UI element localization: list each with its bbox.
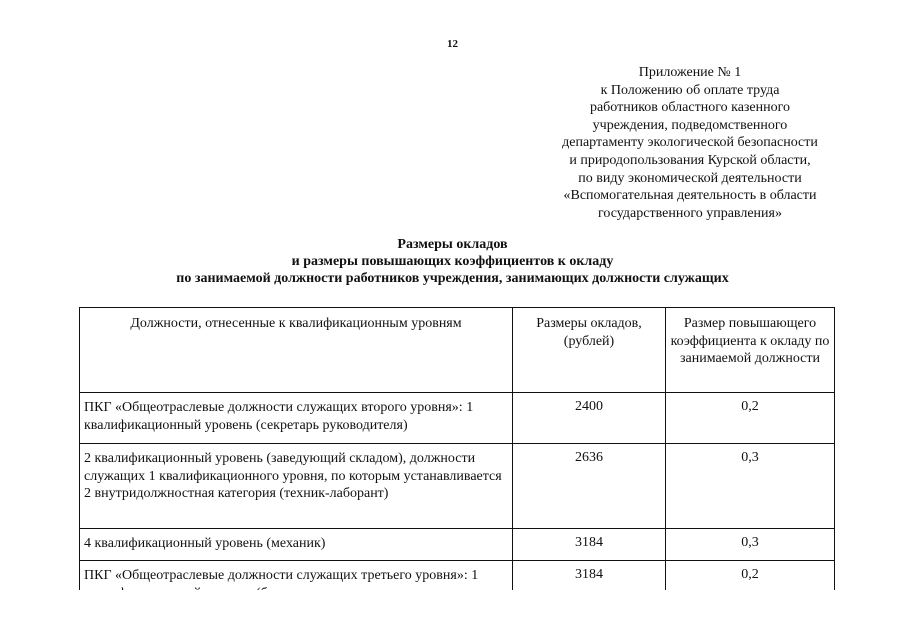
title-line: по занимаемой должности работников учреждения, занимающих должности служащих [176,271,729,286]
appendix-line: государственного управления» [598,205,782,221]
document-title [0,236,905,287]
title-line: и размеры повышающих коэффициентов к окладу [291,254,614,269]
page-number: 12 [447,38,458,50]
appendix-line: по виду экономической деятельности [578,170,802,186]
appendix-line: учреждения, подведомственного [592,117,788,133]
appendix-line: работников областного казенного [589,100,791,116]
table-row [80,529,835,561]
salary-cell: 2636 [513,444,666,529]
table-row [80,444,835,529]
appendix-line: «Вспомогательная деятельность в области [563,188,817,204]
position-cell: 4 квалификационный уровень (механик) [80,529,513,561]
salary-table [79,307,835,614]
salary-cell: 3184 [513,561,666,614]
header-coefficient: Размер повышающего коэффициента к окладу по занимаемой должности [666,308,835,393]
position-cell: 2 квалификационный уровень (заведующий складом), должности служащих 1 квалификационного уровня, по которым устанавливается 2 внутридолжностная категория (техник-лаборант) [80,444,513,529]
table-header-row [80,308,835,393]
header-salary: Размеры окладов, (рублей) [513,308,666,393]
coefficient-cell: 0,3 [666,444,835,529]
position-cell: ПКГ «Общеотраслевые должности служащих второго уровня»: 1 квалификационный уровень (секретарь руководителя) [80,393,513,444]
salary-cell: 2400 [513,393,666,444]
coefficient-cell: 0,2 [666,561,835,614]
appendix-line: Приложение № 1 [638,65,742,80]
appendix-heading [540,64,840,222]
salary-cell: 3184 [513,529,666,561]
position-cell: ПКГ «Общеотраслевые должности служащих третьего уровня»: 1 [80,561,513,614]
header-position: Должности, отнесенные к квалификационным уровням [80,308,513,393]
title-line: Размеры окладов [397,237,508,252]
appendix-line: к Положению об оплате труда [600,82,780,98]
coefficient-cell: 0,3 [666,529,835,561]
coefficient-cell: 0,2 [666,393,835,444]
page-bottom-margin [0,590,905,640]
appendix-line: и природопользования Курской области, [569,152,811,168]
appendix-line: департаменту экологической безопасности [562,135,818,151]
table-row [80,393,835,444]
